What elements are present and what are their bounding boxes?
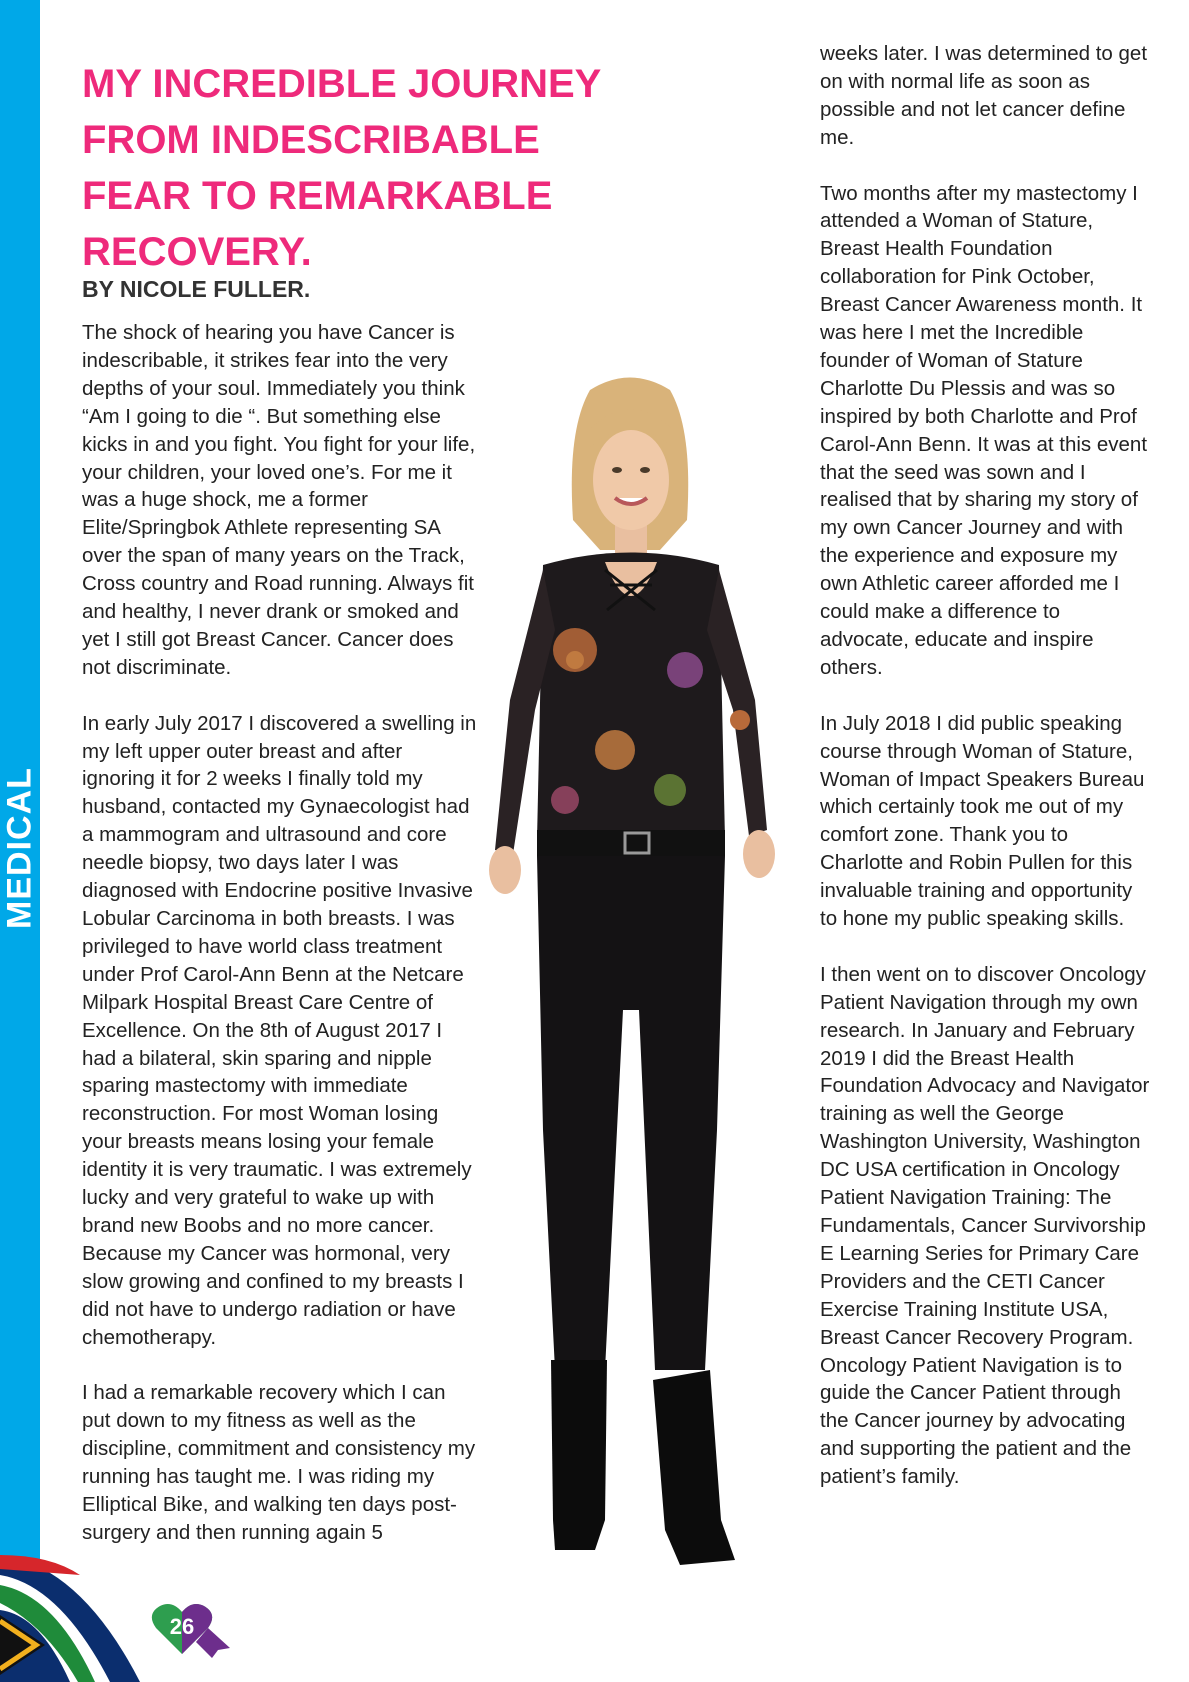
article-paragraph: I then went on to discover Oncology Patient Navigation through my own research. In January and February 2019 I did the Breast Health Foundation Advocacy and Navigator training as well the George Washington University, Washington DC USA certification in Oncology Patient Navigation Training: The Fundamentals, Cancer Survivorship E Learning Series for Primary Care Providers and the CETI Cancer Exercise Training Institute USA, Breast Cancer Recovery Program. Oncology Patient Navigation is to guide the Cancer Patient through the Cancer journey by advocating and supporting the patient and the patient’s family.: [820, 962, 1150, 1489]
south-african-flag-swoosh: [0, 1555, 140, 1682]
article-byline: BY NICOLE FULLER.: [82, 276, 311, 302]
article-title: MY INCREDIBLE JOURNEY FROM INDESCRIBABLE FEAR TO REMARKABLE RECOVERY.: [82, 62, 601, 274]
article-column-right: [820, 40, 1150, 1491]
article-paragraph: In early July 2017 I discovered a swelling in my left upper outer breast and after ignoring it for 2 weeks I finally told my husband, contacted my Gynaecologist had a mammogram and ultrasound and core needle biopsy, two days later I was diagnosed with Endocrine positive Invasive Lobular Carcinoma in both breasts. I was privileged to have world class treatment under Prof Carol-Ann Benn at the Netcare Milpark Hospital Breast Care Centre of Excellence. On the 8th of August 2017 I had a bilateral, skin sparing and nipple sparing mastectomy with immediate reconstruction. For most Woman losing your breasts means losing your female identity it is very traumatic. I was extremely lucky and very grateful to wake up with brand new Boobs and no more cancer. Because my Cancer was hormonal, very slow growing and confined to my breasts I did not have to undergo radiation or have chemotherapy.: [82, 711, 477, 1349]
side-section-bar: [0, 0, 40, 1682]
article-column-left: [82, 319, 477, 1547]
page-number: 26: [169, 1614, 195, 1639]
page-number-badge: [150, 1602, 232, 1658]
article-paragraph: In July 2018 I did public speaking course through Woman of Stature, Woman of Impact Speakers Bureau which certainly took me out of my comfort zone. Thank you to Charlotte and Robin Pullen for this invaluable training and opportunity to hone my public speaking skills.: [820, 711, 1145, 931]
article-paragraph: I had a remarkable recovery which I can put down to my fitness as well as the discipline, commitment and consistency my running has taught me. I was riding my Elliptical Bike, and walking ten days post-surgery and then running again 5: [82, 1381, 476, 1544]
article-paragraph: The shock of hearing you have Cancer is indescribable, it strikes fear into the very depths of your soul. Immediately you think “Am I going to die “. But something else kicks in and you fight. You fight for your life, your children, your loved one’s. For me it was a huge shock, me a former Elite/Springbok Athlete representing SA over the span of many years on the Track, Cross country and Road running. Always fit and healthy, I never drank or smoked and yet I still got Breast Cancer. Cancer does not discriminate.: [82, 321, 476, 679]
article-paragraph: Two months after my mastectomy I attended a Woman of Stature, Breast Health Foundation collaboration for Pink October, Breast Cancer Awareness month. It was here I met the Incredible founder of Woman of Stature Charlotte Du Plessis and was so inspired by both Charlotte and Prof Carol-Ann Benn. It was at this event that the seed was sown and I realised that by sharing my story of my own Cancer Journey and with the experience and exposure my own Athletic career afforded me I could make a difference to advocate, educate and inspire others.: [820, 181, 1148, 679]
article-paragraph: weeks later. I was determined to get on with normal life as soon as possible and not let cancer define me.: [820, 42, 1148, 149]
author-portrait-photo: [455, 370, 815, 1570]
section-label: MEDICAL: [0, 767, 39, 929]
